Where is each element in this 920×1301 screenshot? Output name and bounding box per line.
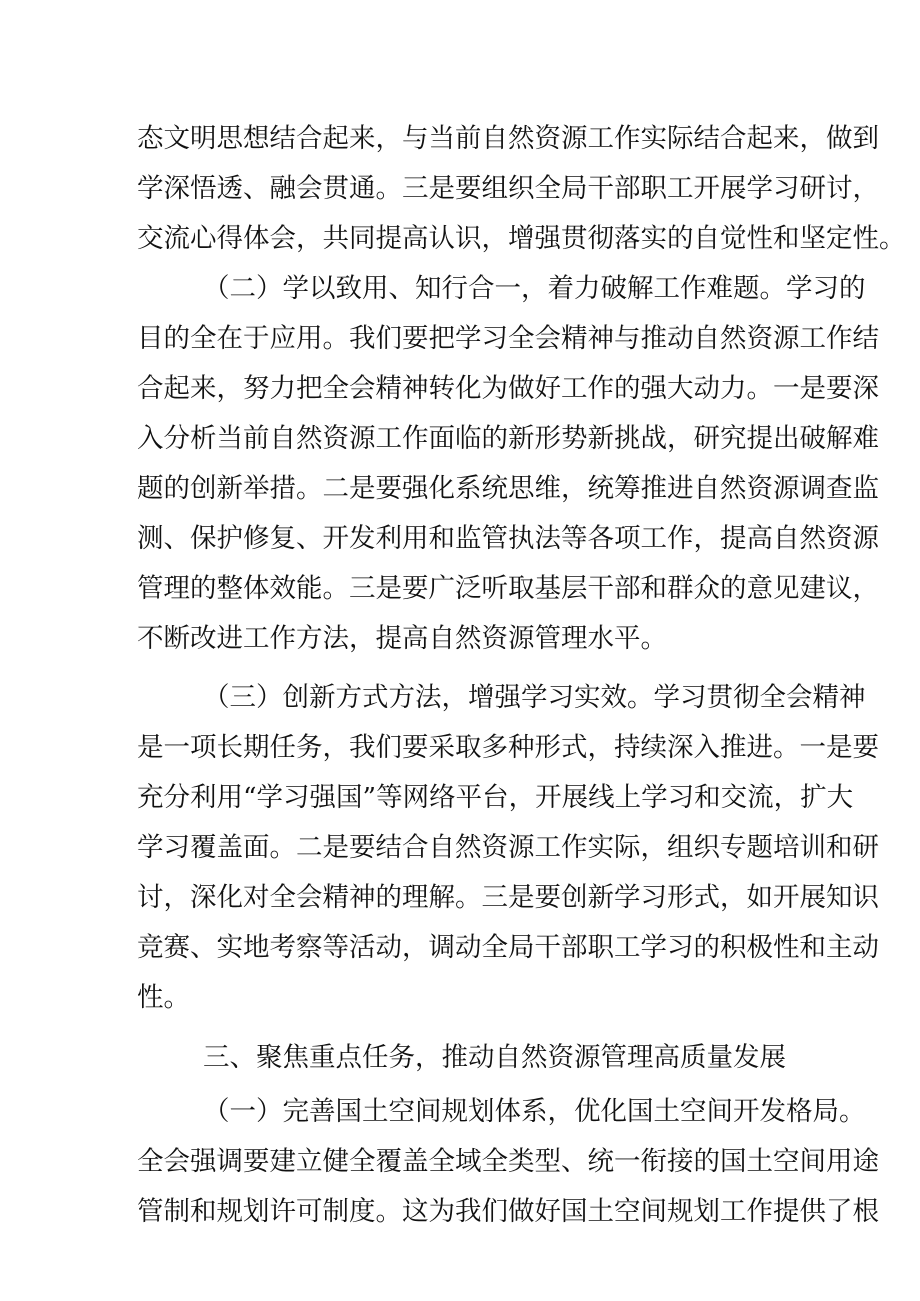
paragraph-3-line-1: （三）创新方式方法，增强学习实效。学习贯彻全会精神 (203, 682, 866, 713)
paragraph-2-line-6: 测、保护修复、开发利用和监管执法等各项工作，提高自然资源 (137, 523, 879, 554)
paragraph-2-line-4: 入分析当前自然资源工作面临的新形势新挑战，研究提出破解难 (137, 423, 879, 454)
paragraph-1-line-3: 交流心得体会，共同提高认识，增强贯彻落实的自觉性和坚定性。 (137, 223, 906, 254)
paragraph-3-line-2: 是一项长期任务，我们要采取多种形式，持续深入推进。一是要 (137, 732, 879, 763)
paragraph-3-line-4: 学习覆盖面。二是要结合自然资源工作实际，组织专题培训和研 (137, 832, 879, 863)
paragraph-3-line-3: 充分利用“学习强国”等网络平台，开展线上学习和交流，扩大 (137, 782, 854, 813)
paragraph-4-line-1: （一）完善国土空间规划体系，优化国土空间开发格局。 (203, 1096, 866, 1127)
paragraph-2-line-2: 目的全在于应用。我们要把学习全会精神与推动自然资源工作结 (137, 323, 879, 354)
section-heading-3: 三、聚焦重点任务，推动自然资源管理高质量发展 (203, 1042, 786, 1073)
paragraph-2-line-8: 不断改进工作方法，提高自然资源管理水平。 (137, 623, 667, 654)
paragraph-1-line-1: 态文明思想结合起来，与当前自然资源工作实际结合起来，做到 (137, 123, 879, 154)
paragraph-4-line-2: 全会强调要建立健全覆盖全域全类型、统一衔接的国土空间用途 (137, 1146, 879, 1177)
paragraph-3-line-5: 讨，深化对全会精神的理解。三是要创新学习形式，如开展知识 (137, 882, 879, 913)
paragraph-2-line-7: 管理的整体效能。三是要广泛听取基层干部和群众的意见建议， (137, 573, 879, 604)
paragraph-3-line-6: 竞赛、实地考察等活动，调动全局干部职工学习的积极性和主动 (137, 932, 879, 963)
paragraph-1-line-2: 学深悟透、融会贯通。三是要组织全局干部职工开展学习研讨， (137, 173, 879, 204)
paragraph-2-line-1: （二）学以致用、知行合一，着力破解工作难题。学习的 (203, 273, 866, 304)
paragraph-3-line-7: 性。 (137, 982, 190, 1013)
paragraph-2-line-3: 合起来，努力把全会精神转化为做好工作的强大动力。一是要深 (137, 373, 879, 404)
paragraph-4-line-3: 管制和规划许可制度。这为我们做好国土空间规划工作提供了根 (137, 1196, 879, 1227)
paragraph-2-line-5: 题的创新举措。二是要强化系统思维，统筹推进自然资源调查监 (137, 473, 879, 504)
